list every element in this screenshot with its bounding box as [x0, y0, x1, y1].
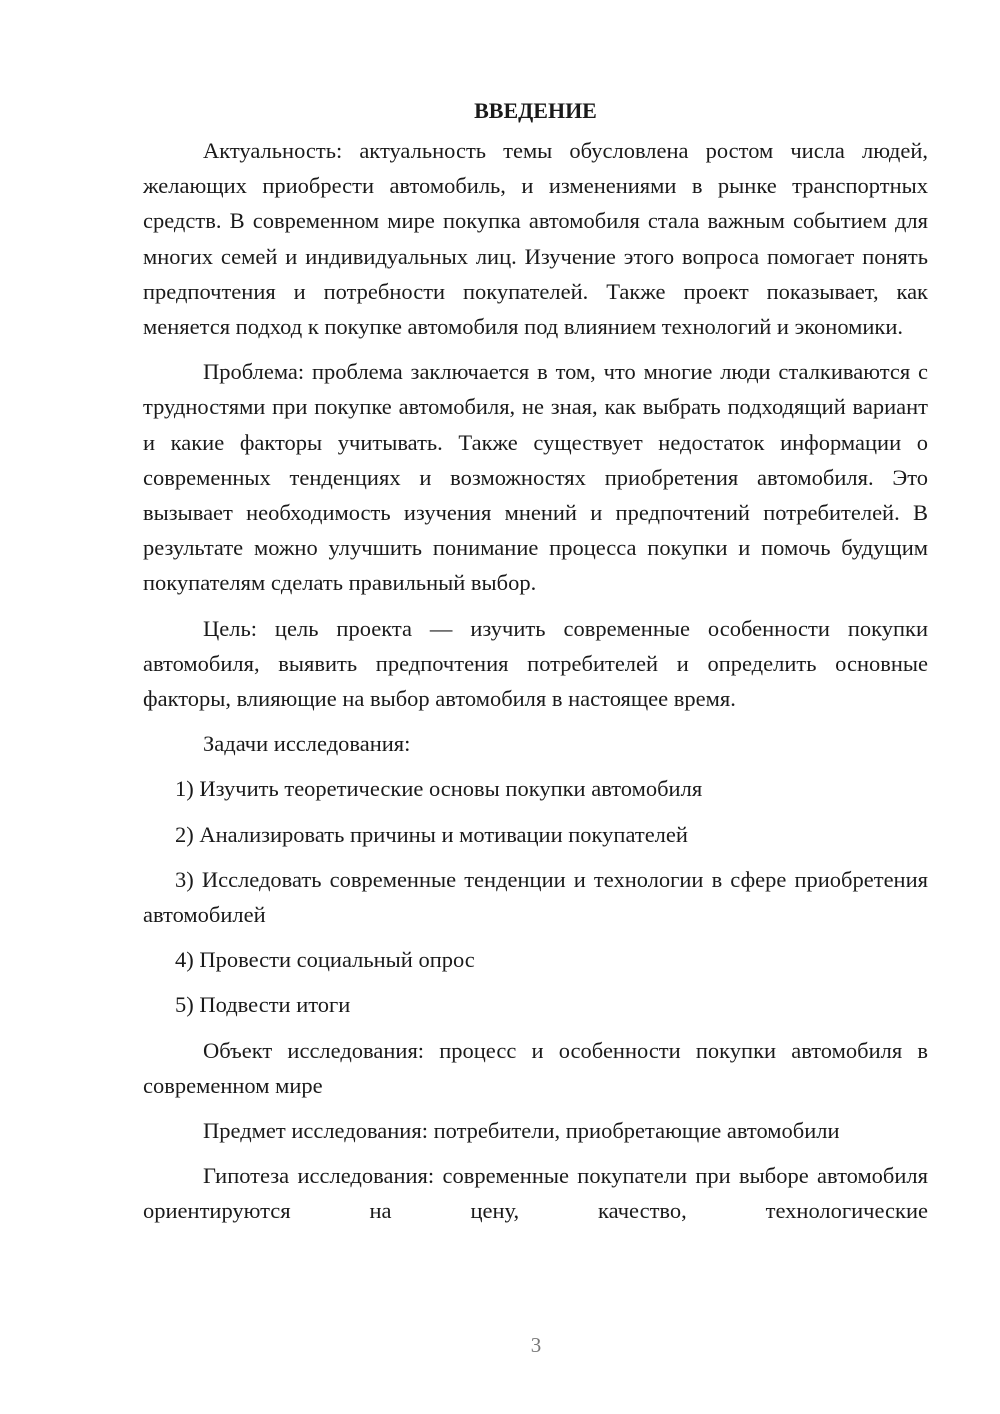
tasks-heading: Задачи исследования:	[203, 731, 411, 757]
problem-paragraph: Проблема: проблема заключается в том, что многие люди сталкиваются с трудностями при покупке автомобиля, не зная, как выбрать подходящий вариант и какие факторы учитывать. Также существует недостаток информации о современных тенденциях и возможностях приобретения автомобиля. Это вызывает необходимость изучения мнений и предпочтений потребителей. В результате можно улучшить понимание процесса покупки и помочь будущим покупателям сделать правильный выбор.	[143, 359, 928, 596]
task-item-3: 3) Исследовать современные тенденции и технологии в сфере приобретения автомобилей	[143, 866, 928, 928]
section-title: ВВЕДЕНИЕ	[474, 98, 597, 123]
task-item-2: 2) Анализировать причины и мотивации покупателей	[175, 821, 688, 847]
task-item-4: 4) Провести социальный опрос	[175, 947, 475, 973]
goal-paragraph: Цель: цель проекта — изучить современные особенности покупки автомобиля, выявить предпочтения потребителей и определить основные факторы, влияющие на выбор автомобиля в настоящее время.	[143, 615, 928, 712]
task-item-5: 5) Подвести итоги	[175, 992, 351, 1018]
page-number: 3	[530, 1333, 542, 1357]
object-paragraph: Объект исследования: процесс и особенности покупки автомобиля в современном мире	[143, 1037, 928, 1098]
subject-paragraph: Предмет исследования: потребители, приобретающие автомобили	[203, 1118, 840, 1144]
relevance-paragraph: Актуальность: актуальность темы обусловлена ростом числа людей, желающих приобрести автомобиль, и изменениями в рынке транспортных средств. В современном мире покупка автомобиля стала важным событием для многих семей и индивидуальных лиц. Изучение этого вопроса помогает понять предпочтения и потребности покупателей. Также проект показывает, как меняется подход к покупке автомобиля под влиянием технологий и экономики.	[143, 138, 928, 340]
document-body	[143, 93, 928, 1229]
hypothesis-paragraph: Гипотеза исследования: современные покупатели при выборе автомобиля ориентируются на цену, качество, технологические	[143, 1163, 928, 1224]
task-item-1: 1) Изучить теоретические основы покупки автомобиля	[175, 776, 703, 802]
